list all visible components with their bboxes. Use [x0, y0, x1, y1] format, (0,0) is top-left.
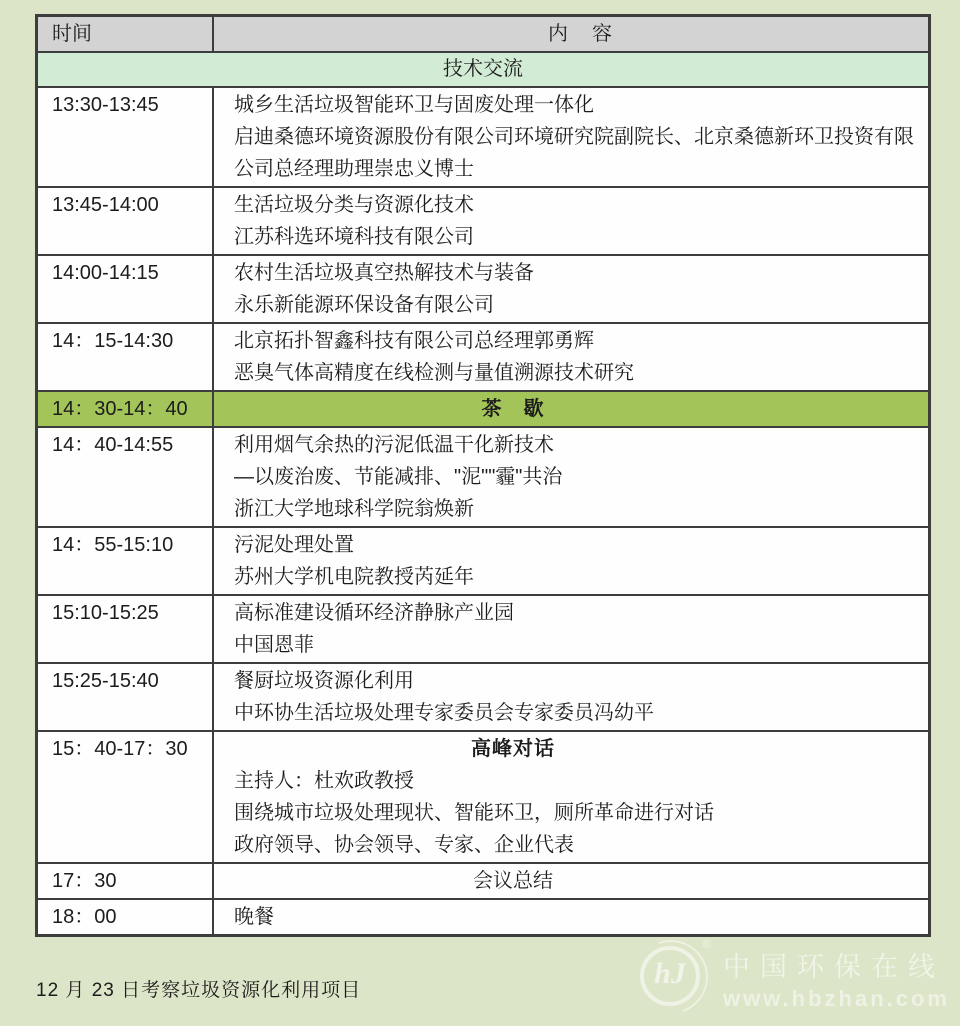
table-row: [38, 86, 928, 186]
content-line: 高标准建设循环经济静脉产业园: [234, 602, 514, 624]
table-row: [38, 254, 928, 322]
watermark-text-block: [723, 945, 950, 1012]
content-line: 浙江大学地球科学院翁焕新: [234, 498, 474, 520]
time-cell: 14：55-15:10: [38, 528, 214, 594]
table-row: [38, 526, 928, 594]
content-cell: [214, 88, 928, 186]
watermark-title: 中国环保在线: [723, 951, 946, 982]
content-line: 恶臭气体高精度在线检测与量值溯源技术研究: [234, 362, 634, 384]
table-row: [38, 862, 928, 898]
content-line: 北京拓扑智鑫科技有限公司总经理郭勇辉: [234, 330, 594, 352]
registered-trademark-icon: ®: [702, 937, 712, 951]
watermark: [637, 937, 950, 1013]
content-line: 主持人：杜欢政教授: [234, 770, 414, 792]
content-cell: [214, 732, 928, 862]
time-cell: 18：00: [38, 900, 214, 934]
table-row: [38, 426, 928, 526]
content-line: 晚餐: [234, 906, 274, 928]
content-cell: [214, 900, 928, 934]
content-line: 永乐新能源环保设备有限公司: [234, 294, 494, 316]
content-line: 启迪桑德环境资源股份有限公司环境研究院副院长、北京桑德新环卫投资有限公司总经理助理崇忠义博士: [234, 126, 914, 180]
time-cell: 14:00-14:15: [38, 256, 214, 322]
content-line: 会议总结: [473, 870, 553, 892]
content-cell: [214, 528, 928, 594]
time-cell: 14：30-14：40: [38, 392, 214, 426]
time-cell: 13:30-13:45: [38, 88, 214, 186]
content-cell: [214, 664, 928, 730]
table-row: [38, 390, 928, 426]
table-header-row: [38, 17, 928, 51]
content-line: 污泥处理处置: [234, 534, 354, 556]
content-line: 中环协生活垃圾处理专家委员会专家委员冯幼平: [234, 702, 654, 724]
content-line: 苏州大学机电院教授芮延年: [234, 566, 474, 588]
content-line: 围绕城市垃圾处理现状、智能环卫，厕所革命进行对话: [234, 802, 714, 824]
content-line: 政府领导、协会领导、专家、企业代表: [234, 834, 574, 856]
content-line: 中国恩菲: [234, 634, 314, 656]
time-cell: 17：30: [38, 864, 214, 898]
section-cell: 技术交流: [38, 53, 928, 86]
content-line: 生活垃圾分类与资源化技术: [234, 194, 474, 216]
content-cell: [214, 596, 928, 662]
table-row: [38, 662, 928, 730]
content-line: 农村生活垃圾真空热解技术与装备: [234, 262, 534, 284]
content-cell: [214, 392, 928, 426]
watermark-url: www.hbzhan.com: [723, 985, 950, 1011]
content-line: 高峰对话: [471, 738, 555, 760]
agenda-table: [35, 14, 931, 937]
content-cell: [214, 324, 928, 390]
watermark-logo-icon: [637, 937, 712, 1013]
time-cell: 14：40-14:55: [38, 428, 214, 526]
time-cell: 15:10-15:25: [38, 596, 214, 662]
content-cell: [214, 256, 928, 322]
table-row: [38, 730, 928, 862]
content-cell: [214, 188, 928, 254]
table-row: [38, 594, 928, 662]
header-content-cell: 内 容: [214, 17, 928, 51]
time-cell: 15：40-17：30: [38, 732, 214, 862]
content-cell: [214, 864, 928, 898]
content-line: 江苏科选环境科技有限公司: [234, 226, 474, 248]
time-cell: 14：15-14:30: [38, 324, 214, 390]
time-cell: 15:25-15:40: [38, 664, 214, 730]
table-row: [38, 322, 928, 390]
content-line: 餐厨垃圾资源化利用: [234, 670, 414, 692]
header-time-cell: 时间: [38, 17, 214, 51]
footer-note: 12 月 23 日考察垃圾资源化利用项目: [36, 980, 362, 1001]
content-line: 城乡生活垃圾智能环卫与固废处理一体化: [234, 94, 594, 116]
content-line: —以废治废、节能减排、"泥""霾"共治: [234, 466, 563, 488]
content-line: 利用烟气余热的污泥低温干化新技术: [234, 434, 554, 456]
table-row: [38, 51, 928, 86]
content-cell: [214, 428, 928, 526]
table-row: [38, 898, 928, 934]
content-line: 茶 歇: [481, 398, 545, 420]
logo-monogram: hJ: [654, 957, 686, 990]
time-cell: 13:45-14:00: [38, 188, 214, 254]
table-row: [38, 186, 928, 254]
